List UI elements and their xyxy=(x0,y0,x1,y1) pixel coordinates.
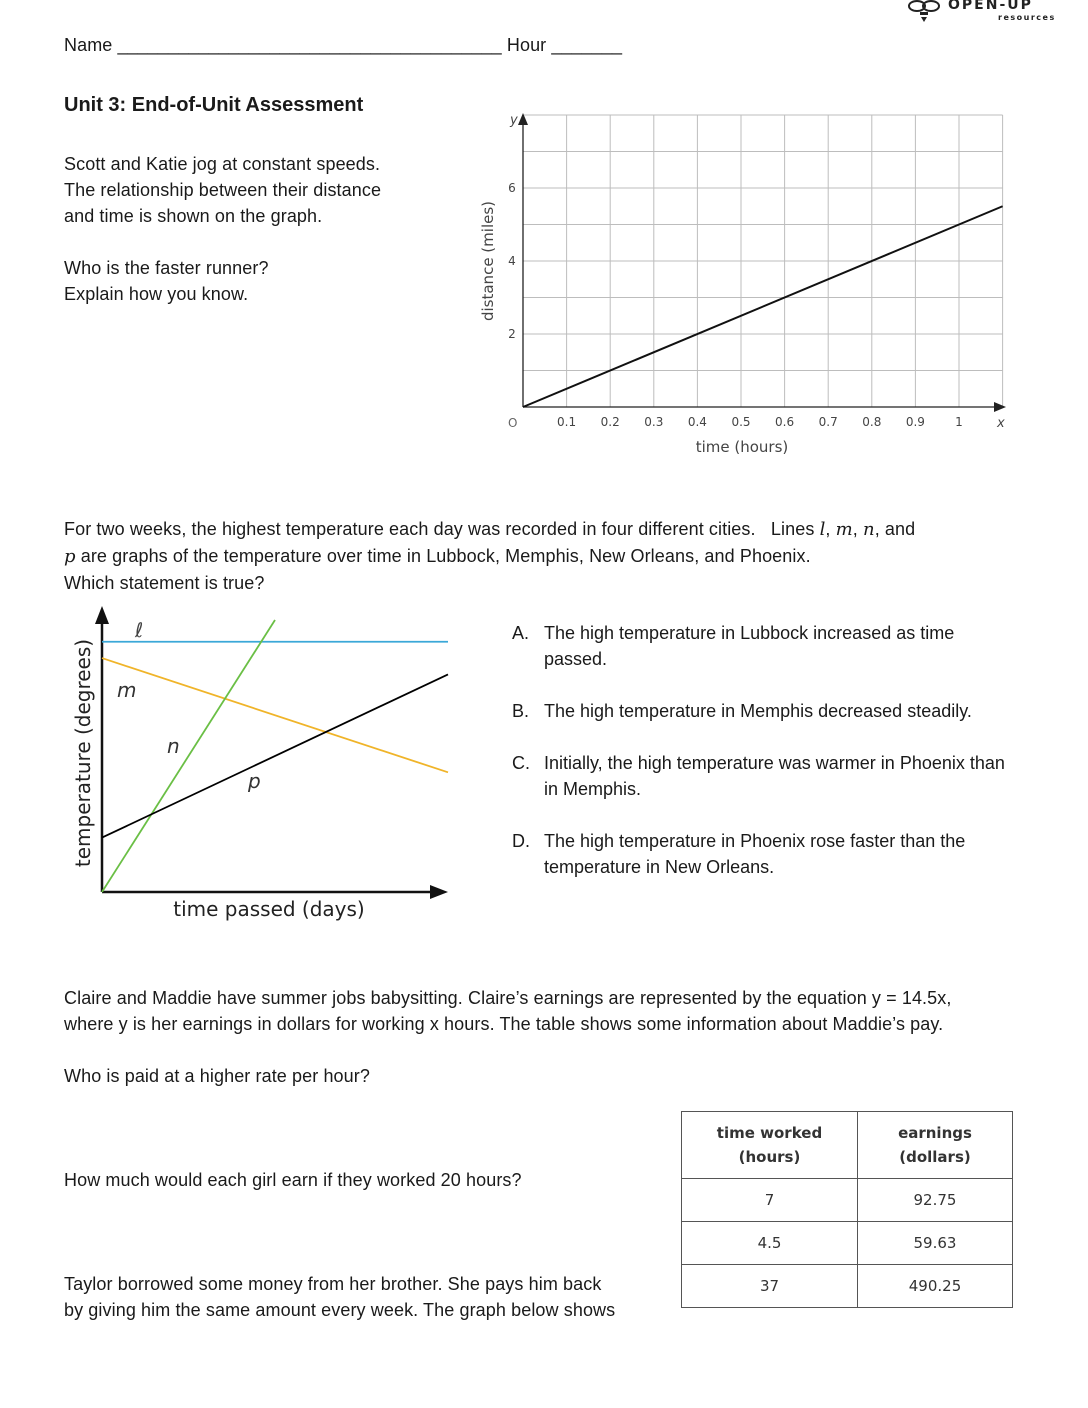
q3-prompt-rate: Who is paid at a higher rate per hour? xyxy=(64,1066,370,1086)
choice-b[interactable] xyxy=(512,698,1032,724)
y-axis-label: distance (miles) xyxy=(479,200,497,322)
data-series xyxy=(523,206,1003,407)
x-tick-label: 0.8 xyxy=(862,415,882,429)
x-axis-label: time passed (days) xyxy=(173,897,365,921)
y-tick-label: 4 xyxy=(508,254,516,268)
q4-line: by giving him the same amount every week. The graph below shows xyxy=(64,1300,616,1320)
choice-letter: B. xyxy=(512,701,530,721)
x-tick-label: 0.1 xyxy=(557,415,577,429)
logo-wordmark: OPEN-UP xyxy=(948,0,1033,13)
var-m: m xyxy=(835,519,853,540)
line-label-n: n xyxy=(167,734,180,758)
x-tick-label: 0.5 xyxy=(731,415,751,429)
line-label-l: ℓ xyxy=(135,618,144,642)
q1-text xyxy=(64,151,444,307)
q1-line: Scott and Katie jog at constant speeds. xyxy=(64,154,381,174)
x-tick-label: 0.7 xyxy=(818,415,838,429)
cell-dollars: 490.25 xyxy=(858,1265,1013,1308)
choice-c[interactable] xyxy=(512,750,1032,802)
table-header-row xyxy=(682,1112,1013,1179)
x-tick-label: 0.6 xyxy=(775,415,795,429)
line-label-p: p xyxy=(248,769,261,793)
name-blank[interactable]: ______________________________________ xyxy=(117,35,502,55)
grid xyxy=(523,115,1003,407)
q2-and: and xyxy=(884,519,916,539)
q1-line: and time is shown on the graph. xyxy=(64,206,323,226)
y-tick-label: 2 xyxy=(508,327,516,341)
choice-text: Initially, the high temperature was warmer in Phoenix than in Memphis. xyxy=(544,753,1005,799)
y-axis-letter: y xyxy=(510,113,518,128)
y-axis-label: temperature (degrees) xyxy=(71,638,95,868)
cell-dollars: 59.63 xyxy=(858,1222,1013,1265)
x-axis-label: time (hours) xyxy=(695,438,789,456)
x-tick-label: 1 xyxy=(955,415,963,429)
choice-d[interactable] xyxy=(512,828,1032,880)
var-n: n xyxy=(863,519,875,540)
hour-label: Hour xyxy=(506,35,547,55)
choice-letter: A. xyxy=(512,623,530,643)
x-tick-label: 0.3 xyxy=(644,415,664,429)
hour-blank[interactable]: _______ xyxy=(551,35,623,55)
x-axis-arrow xyxy=(430,885,448,899)
q2-intro-text: For two weeks, the highest temperature each day was recorded in four different cities. Lines xyxy=(64,519,820,539)
data-series xyxy=(102,620,448,892)
col-header-time: time worked (hours) xyxy=(682,1112,858,1179)
maddie-pay-table xyxy=(681,1111,1013,1308)
q3-text xyxy=(64,985,1044,1089)
q1-line: The relationship between their distance xyxy=(64,180,382,200)
cell-hours: 7 xyxy=(682,1179,858,1222)
q2-intro-text-2: are graphs of the temperature over time in Lubbock, Memphis, New Orleans, and Phoenix. xyxy=(75,546,811,566)
bee-icon xyxy=(906,0,942,24)
choice-text: The high temperature in Lubbock increased as time passed. xyxy=(544,623,955,669)
distance-time-graph xyxy=(470,105,1040,465)
origin-label: O xyxy=(508,416,518,430)
q3-prompt-20-hours: How much would each girl earn if they worked 20 hours? xyxy=(64,1170,522,1190)
table-row xyxy=(682,1179,1013,1222)
q4-line: Taylor borrowed some money from her brother. She pays him back xyxy=(64,1274,602,1294)
cell-dollars: 92.75 xyxy=(858,1179,1013,1222)
tick-labels xyxy=(508,181,963,429)
logo xyxy=(906,0,1076,26)
line-label-m: m xyxy=(117,678,137,702)
var-l: l xyxy=(819,519,826,540)
table-row xyxy=(682,1222,1013,1265)
x-tick-label: 0.2 xyxy=(600,415,620,429)
q1-prompt: Explain how you know. xyxy=(64,284,249,304)
series-line-n xyxy=(102,620,275,892)
q4-text xyxy=(64,1271,674,1323)
choice-text: The high temperature in Phoenix rose faster than the temperature in New Orleans. xyxy=(544,831,966,877)
cell-hours: 4.5 xyxy=(682,1222,858,1265)
series-line xyxy=(523,206,1003,407)
choice-text: The high temperature in Memphis decreased steadily. xyxy=(544,701,972,721)
q3-line: Claire and Maddie have summer jobs babysitting. Claire’s earnings are represented by the equation y = 14.5x, xyxy=(64,988,952,1008)
name-line xyxy=(64,32,622,58)
q1-prompt: Who is the faster runner? xyxy=(64,258,269,278)
x-tick-label: 0.9 xyxy=(905,415,925,429)
cell-hours: 37 xyxy=(682,1265,858,1308)
y-axis-arrow xyxy=(95,606,109,624)
q2-prompt: Which statement is true? xyxy=(64,573,265,593)
choice-a[interactable] xyxy=(512,620,1032,672)
var-p: p xyxy=(64,546,76,567)
page-title: Unit 3: End-of-Unit Assessment xyxy=(64,94,364,116)
choices-list xyxy=(512,620,1032,880)
temperature-graph xyxy=(66,600,466,930)
choice-letter: C. xyxy=(512,753,530,773)
logo-subtitle: resources xyxy=(998,13,1056,22)
choice-letter: D. xyxy=(512,831,530,851)
x-tick-label: 0.4 xyxy=(687,415,707,429)
name-label: Name xyxy=(64,35,113,55)
q2-intro: For two weeks, the highest temperature each day was recorded in four different cities. Lines l, m, n, and p are graphs of the temperature over time in Lubbock, Memphis, New Orleans, and Phoenix. Which statement is true? xyxy=(64,516,1044,596)
q3-line: where y is her earnings in dollars for working x hours. The table shows some information about Maddie’s pay. xyxy=(64,1014,944,1034)
table-row xyxy=(682,1265,1013,1308)
y-tick-label: 6 xyxy=(508,181,516,195)
x-axis-arrow xyxy=(994,402,1006,412)
col-header-earnings: earnings (dollars) xyxy=(858,1112,1013,1179)
x-axis-letter: x xyxy=(997,416,1005,431)
